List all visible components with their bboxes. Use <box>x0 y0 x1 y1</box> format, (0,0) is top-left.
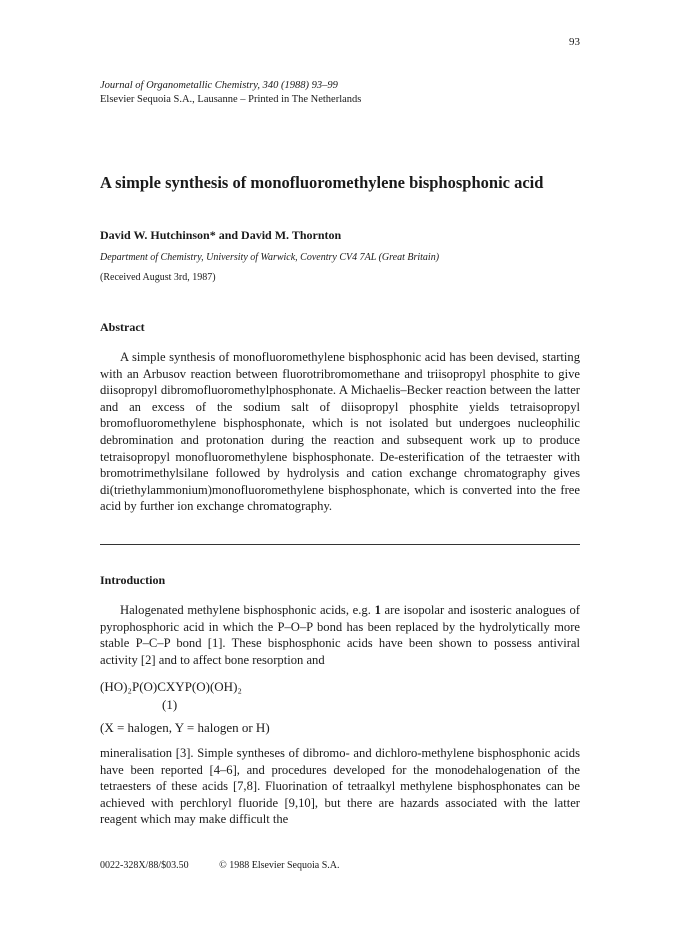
copyright: © 1988 Elsevier Sequoia S.A. <box>219 860 340 871</box>
paper-title: A simple synthesis of monofluoromethylene bisphosphonic acid <box>100 173 544 192</box>
issn-price: 0022-328X/88/$03.50 <box>100 860 189 871</box>
footer <box>100 860 367 871</box>
formula-definition: (X = halogen, Y = halogen or H) <box>100 720 270 735</box>
abstract-text: A simple synthesis of monofluoromethylene bisphosphonic acid has been devised, starting with an Arbusov reaction between fluorotribromomethane and triisopropyl phosphite to give diisopropyl dibromofluoromethylphosphonate. A Michaelis–Becker reaction between the latter and an excess of the sodium salt of diisopropyl phosphite yields tetraisopropyl bromofluoromethylene bisphosphonate, which is not isolated but undergoes nucleophilic debromination and protonation during the reaction and subsequent work up to produce tetraisopropyl monofluoromethylene bisphosphonate. De-esterification of the tetraester with bromotrimethylsilane followed by hydrolysis and cation exchange chromatography gives di(triethylammonium)monofluoromethylene bisphosphonate, which is converted into the free acid by further ion exchange chromatography. <box>100 350 580 514</box>
compound-label: (1) <box>162 697 178 712</box>
received-date: (Received August 3rd, 1987) <box>100 272 216 283</box>
authors: David W. Hutchinson* and David M. Thornton <box>100 228 342 242</box>
journal-header <box>100 79 361 107</box>
affiliation: Department of Chemistry, University of Warwick, Coventry CV4 7AL (Great Britain) <box>100 252 440 263</box>
introduction-paragraph-2: mineralisation [3]. Simple syntheses of dibromo- and dichloro-methylene bisphosphonic acids have been reported [4–6], and procedures developed for the monodehalogenation of the tetraesters of these acids [7,8]. Fluorination of tetraalkyl methylene bisphosphonates can be achieved with perchloryl fluoride [9,10], but there are hazards associated with the latter reagent which may make difficult the <box>100 746 580 827</box>
introduction-heading: Introduction <box>100 573 166 587</box>
publisher-line: Elsevier Sequoia S.A., Lausanne – Printed in The Netherlands <box>100 94 362 105</box>
journal-citation: Journal of Organometallic Chemistry, 340 (1988) 93–99 <box>100 80 338 91</box>
abstract-heading: Abstract <box>100 320 145 334</box>
chemical-formula: (HO)₂P(O)CXYP(O)(OH)₂ <box>100 679 242 694</box>
section-divider <box>100 544 580 545</box>
page-number: 93 <box>569 36 580 48</box>
introduction-paragraph-1: Halogenated methylene bisphosphonic acids, e.g. 1 are isopolar and isosteric analogues of pyrophosphoric acid in which the P–O–P bond has been replaced by the hydrolytically more stable P–C–P bond [1]. These bisphosphonic acids have been shown to possess antiviral activity [2] and to affect bone resorption and <box>100 603 580 667</box>
compound-ref: 1 <box>374 603 381 617</box>
